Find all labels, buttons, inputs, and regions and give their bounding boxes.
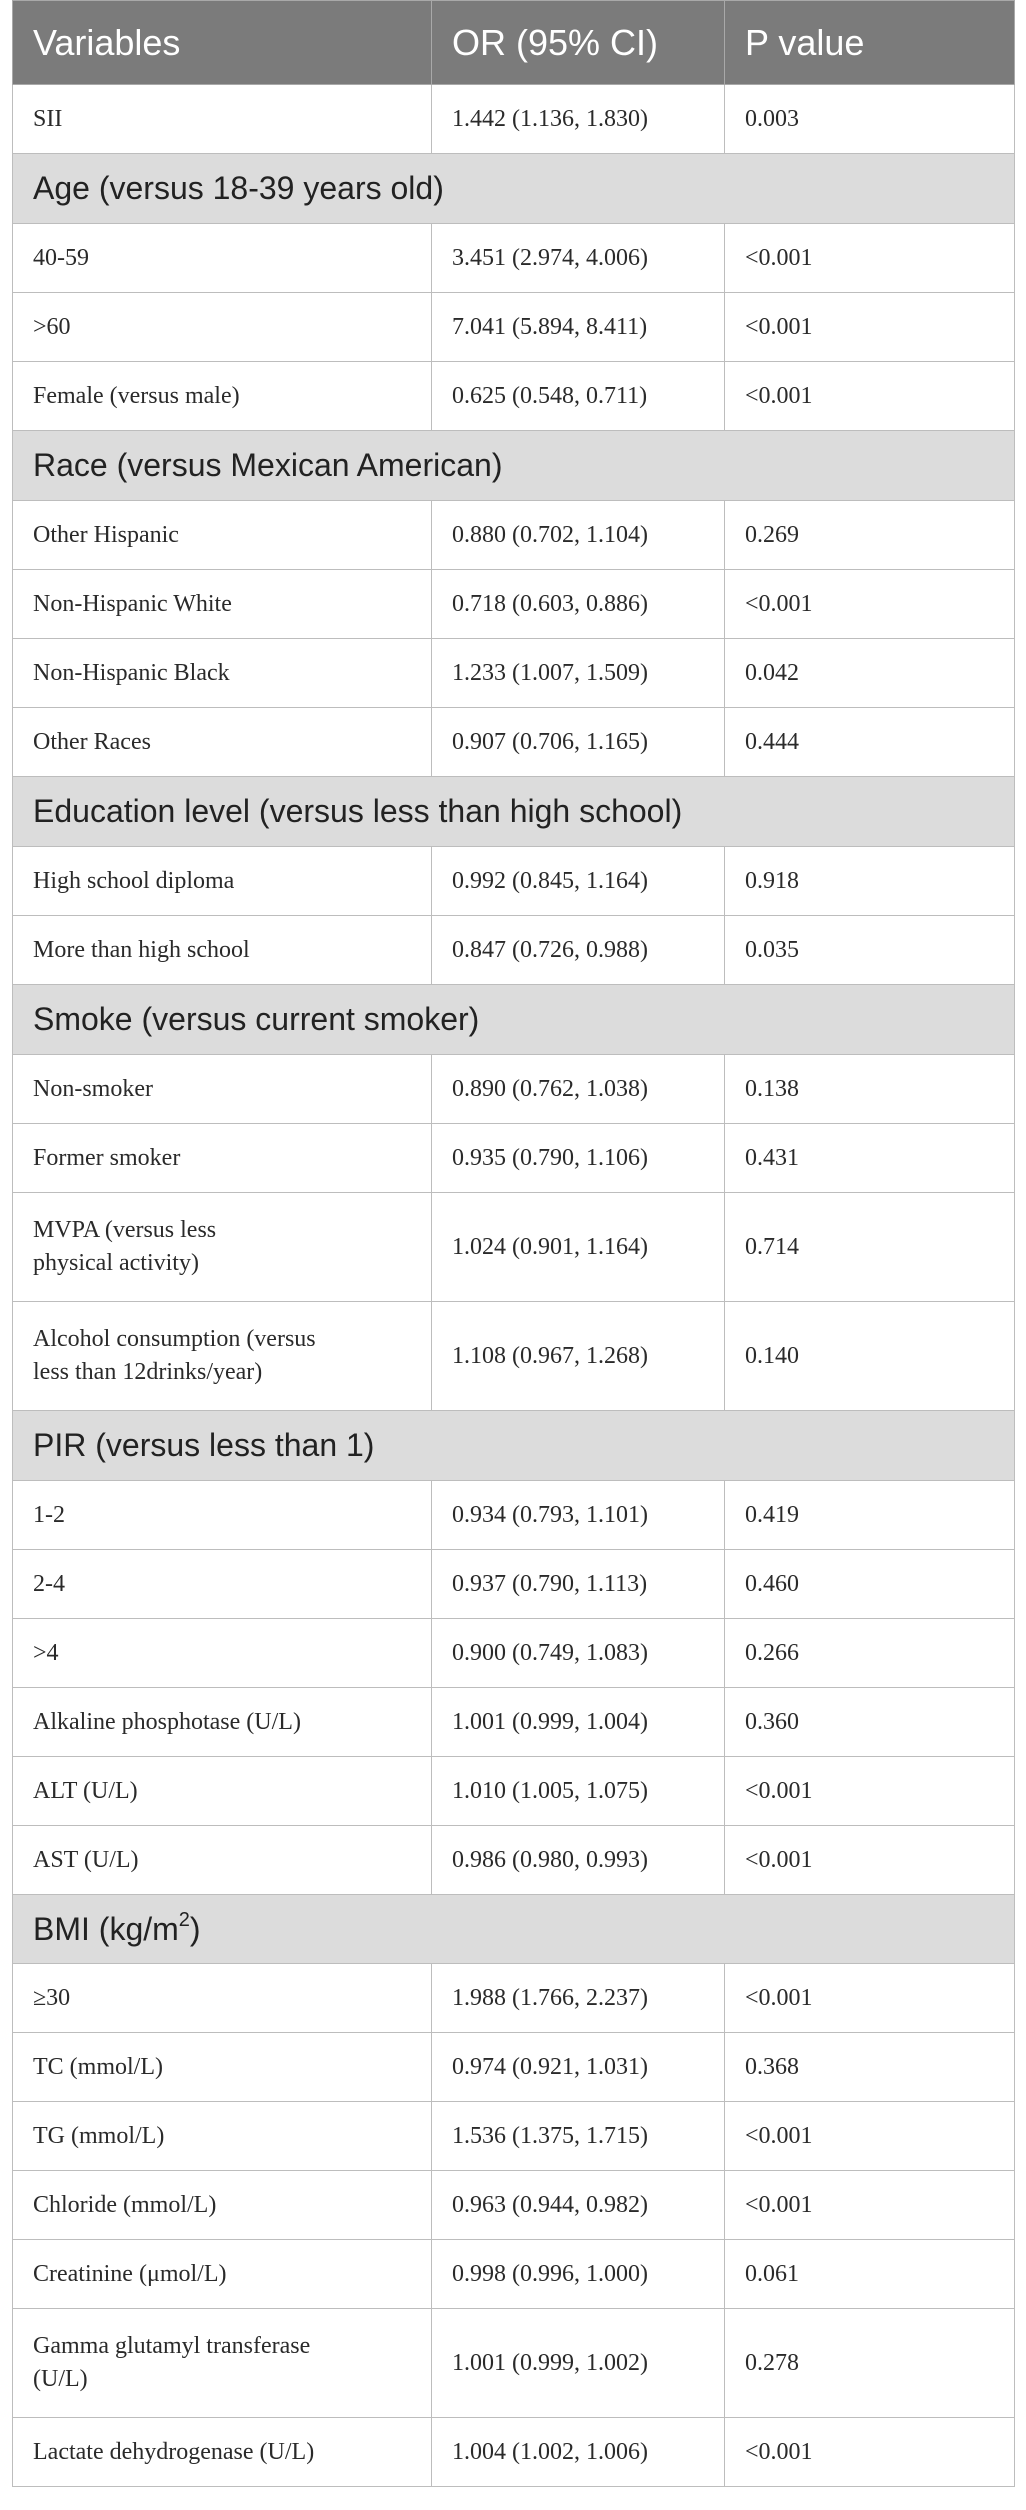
or-ci-cell: 1.001 (0.999, 1.002): [432, 2309, 725, 2418]
table-row: [13, 1302, 1015, 1411]
section-header-row: [13, 431, 1015, 501]
p-value-cell: 0.035: [725, 916, 1015, 985]
or-ci-cell: 0.937 (0.790, 1.113): [432, 1550, 725, 1619]
p-value-cell: <0.001: [725, 2102, 1015, 2171]
variable-cell: Gamma glutamyl transferase (U/L): [13, 2309, 432, 2418]
table-row: [13, 293, 1015, 362]
p-value-cell: <0.001: [725, 1826, 1015, 1895]
table-row: [13, 708, 1015, 777]
table-row: [13, 224, 1015, 293]
or-ci-cell: 1.988 (1.766, 2.237): [432, 1964, 725, 2033]
p-value-cell: <0.001: [725, 2171, 1015, 2240]
variable-cell: 2-4: [13, 1550, 432, 1619]
p-value-cell: <0.001: [725, 1757, 1015, 1826]
table-row: [13, 2102, 1015, 2171]
table-row: [13, 1964, 1015, 2033]
p-value-cell: 0.042: [725, 639, 1015, 708]
or-ci-cell: 7.041 (5.894, 8.411): [432, 293, 725, 362]
variable-cell: Creatinine (μmol/L): [13, 2240, 432, 2309]
variable-cell: 40-59: [13, 224, 432, 293]
section-title-text: Smoke (versus current smoker): [33, 1001, 480, 1037]
table-row: [13, 2418, 1015, 2487]
p-value-cell: 0.138: [725, 1055, 1015, 1124]
section-header-row: [13, 154, 1015, 224]
or-ci-cell: 1.024 (0.901, 1.164): [432, 1193, 725, 1302]
or-ci-cell: 1.536 (1.375, 1.715): [432, 2102, 725, 2171]
header-row: [13, 1, 1015, 85]
variable-cell: High school diploma: [13, 847, 432, 916]
variable-cell: ALT (U/L): [13, 1757, 432, 1826]
variable-cell: SII: [13, 85, 432, 154]
results-table-container: [12, 0, 1014, 2487]
section-title-text: PIR (versus less than 1): [33, 1427, 375, 1463]
header-variables: Variables: [13, 1, 432, 85]
section-header-row: [13, 777, 1015, 847]
p-value-cell: <0.001: [725, 2418, 1015, 2487]
variable-cell: ≥30: [13, 1964, 432, 2033]
or-ci-cell: 1.001 (0.999, 1.004): [432, 1688, 725, 1757]
table-row: [13, 847, 1015, 916]
section-title-text: Age (versus 18-39 years old): [33, 170, 444, 206]
variable-cell: TG (mmol/L): [13, 2102, 432, 2171]
or-ci-cell: 0.992 (0.845, 1.164): [432, 847, 725, 916]
section-title-text: Race (versus Mexican American): [33, 447, 503, 483]
table-row: [13, 1826, 1015, 1895]
table-row: [13, 501, 1015, 570]
table-row: [13, 2171, 1015, 2240]
table-row: [13, 2240, 1015, 2309]
table-row: [13, 1619, 1015, 1688]
variable-cell: Former smoker: [13, 1124, 432, 1193]
header-p-value: P value: [725, 1, 1015, 85]
variable-cell: 1-2: [13, 1481, 432, 1550]
variable-cell: Non-Hispanic White: [13, 570, 432, 639]
variable-cell: Non-smoker: [13, 1055, 432, 1124]
variable-cell: Non-Hispanic Black: [13, 639, 432, 708]
table-row: [13, 1481, 1015, 1550]
or-ci-cell: 0.718 (0.603, 0.886): [432, 570, 725, 639]
p-value-cell: 0.431: [725, 1124, 1015, 1193]
section-header-row: [13, 985, 1015, 1055]
section-title: [13, 777, 1015, 847]
variable-cell: More than high school: [13, 916, 432, 985]
section-title: [13, 154, 1015, 224]
or-ci-cell: 0.963 (0.944, 0.982): [432, 2171, 725, 2240]
p-value-cell: <0.001: [725, 224, 1015, 293]
table-row: [13, 85, 1015, 154]
variable-cell: >60: [13, 293, 432, 362]
variable-cell: Other Hispanic: [13, 501, 432, 570]
table-row: [13, 1550, 1015, 1619]
or-ci-cell: 0.998 (0.996, 1.000): [432, 2240, 725, 2309]
p-value-cell: 0.460: [725, 1550, 1015, 1619]
p-value-cell: 0.444: [725, 708, 1015, 777]
odds-ratio-table: [12, 0, 1015, 2487]
table-row: [13, 362, 1015, 431]
section-title-text: Education level (versus less than high school): [33, 793, 683, 829]
or-ci-cell: 1.233 (1.007, 1.509): [432, 639, 725, 708]
table-row: [13, 1193, 1015, 1302]
table-row: [13, 2309, 1015, 2418]
or-ci-cell: 1.010 (1.005, 1.075): [432, 1757, 725, 1826]
table-body: [13, 85, 1015, 2487]
or-ci-cell: 0.890 (0.762, 1.038): [432, 1055, 725, 1124]
or-ci-cell: 0.847 (0.726, 0.988): [432, 916, 725, 985]
or-ci-cell: 0.935 (0.790, 1.106): [432, 1124, 725, 1193]
p-value-cell: <0.001: [725, 1964, 1015, 2033]
or-ci-cell: 0.625 (0.548, 0.711): [432, 362, 725, 431]
p-value-cell: 0.003: [725, 85, 1015, 154]
p-value-cell: 0.140: [725, 1302, 1015, 1411]
section-title-superscript: 2: [178, 1908, 190, 1931]
variable-cell: Chloride (mmol/L): [13, 2171, 432, 2240]
variable-cell: >4: [13, 1619, 432, 1688]
variable-cell: Female (versus male): [13, 362, 432, 431]
or-ci-cell: 0.907 (0.706, 1.165): [432, 708, 725, 777]
or-ci-cell: 0.986 (0.980, 0.993): [432, 1826, 725, 1895]
variable-cell: AST (U/L): [13, 1826, 432, 1895]
section-header-row: [13, 1895, 1015, 1964]
section-title: [13, 985, 1015, 1055]
section-title: [13, 1411, 1015, 1481]
section-header-row: [13, 1411, 1015, 1481]
p-value-cell: 0.360: [725, 1688, 1015, 1757]
header-or-ci: OR (95% CI): [432, 1, 725, 85]
table-row: [13, 1124, 1015, 1193]
variable-cell: Alkaline phosphotase (U/L): [13, 1688, 432, 1757]
p-value-cell: 0.278: [725, 2309, 1015, 2418]
table-row: [13, 639, 1015, 708]
table-header: [13, 1, 1015, 85]
or-ci-cell: 1.442 (1.136, 1.830): [432, 85, 725, 154]
table-row: [13, 1688, 1015, 1757]
section-title: [13, 431, 1015, 501]
variable-cell: TC (mmol/L): [13, 2033, 432, 2102]
p-value-cell: 0.368: [725, 2033, 1015, 2102]
or-ci-cell: 0.934 (0.793, 1.101): [432, 1481, 725, 1550]
or-ci-cell: 0.880 (0.702, 1.104): [432, 501, 725, 570]
p-value-cell: 0.061: [725, 2240, 1015, 2309]
or-ci-cell: 3.451 (2.974, 4.006): [432, 224, 725, 293]
variable-cell: MVPA (versus less physical activity): [13, 1193, 432, 1302]
table-row: [13, 2033, 1015, 2102]
table-row: [13, 916, 1015, 985]
or-ci-cell: 1.108 (0.967, 1.268): [432, 1302, 725, 1411]
table-row: [13, 1757, 1015, 1826]
p-value-cell: <0.001: [725, 293, 1015, 362]
variable-cell: Lactate dehydrogenase (U/L): [13, 2418, 432, 2487]
p-value-cell: 0.918: [725, 847, 1015, 916]
variable-cell: Other Races: [13, 708, 432, 777]
or-ci-cell: 1.004 (1.002, 1.006): [432, 2418, 725, 2487]
p-value-cell: <0.001: [725, 570, 1015, 639]
p-value-cell: 0.266: [725, 1619, 1015, 1688]
p-value-cell: 0.269: [725, 501, 1015, 570]
section-title-text: BMI (kg/m: [33, 1910, 179, 1947]
p-value-cell: 0.419: [725, 1481, 1015, 1550]
table-row: [13, 1055, 1015, 1124]
p-value-cell: <0.001: [725, 362, 1015, 431]
table-row: [13, 570, 1015, 639]
variable-cell: Alcohol consumption (versus less than 12drinks/year): [13, 1302, 432, 1411]
or-ci-cell: 0.900 (0.749, 1.083): [432, 1619, 725, 1688]
or-ci-cell: 0.974 (0.921, 1.031): [432, 2033, 725, 2102]
p-value-cell: 0.714: [725, 1193, 1015, 1302]
section-title: [13, 1895, 1015, 1964]
section-title-tail: ): [189, 1910, 201, 1947]
